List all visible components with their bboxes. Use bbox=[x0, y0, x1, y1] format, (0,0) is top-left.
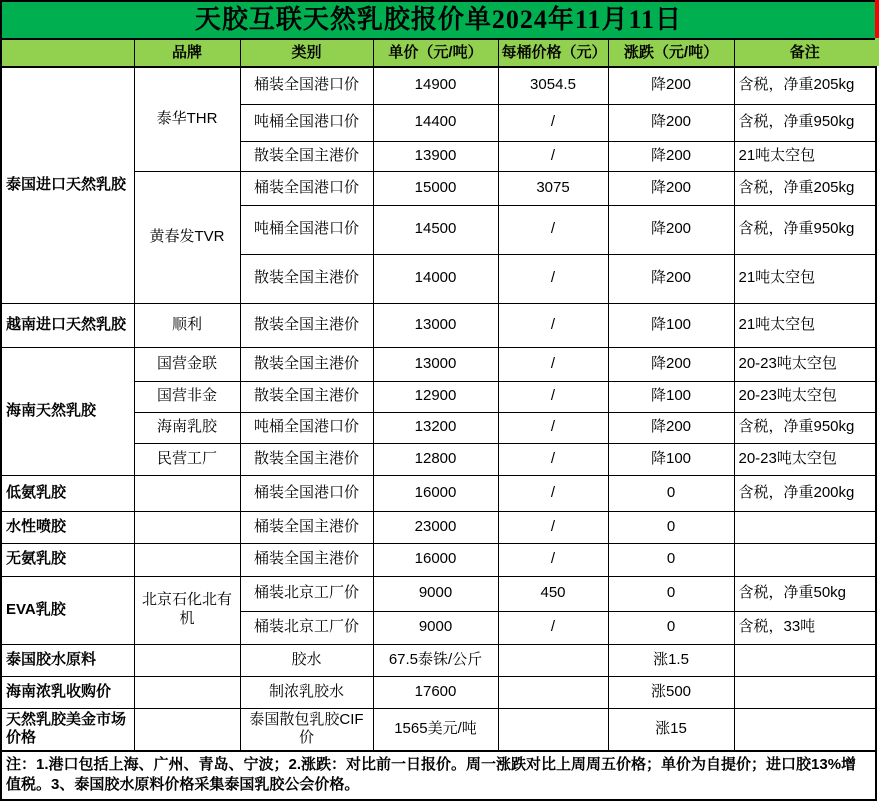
price-cell: 23000 bbox=[373, 511, 498, 543]
footnote-row bbox=[1, 751, 876, 800]
category-cell-vietnam: 越南进口天然乳胶 bbox=[1, 303, 134, 347]
barrel-cell: / bbox=[498, 611, 608, 644]
brand-cell bbox=[134, 543, 240, 576]
change-cell: 0 bbox=[608, 576, 734, 611]
type-cell: 胶水 bbox=[240, 644, 373, 676]
change-cell: 降200 bbox=[608, 67, 734, 104]
price-cell: 16000 bbox=[373, 543, 498, 576]
change-cell: 降100 bbox=[608, 381, 734, 412]
change-cell: 0 bbox=[608, 543, 734, 576]
table-row bbox=[1, 67, 876, 104]
category-cell-eva: EVA乳胶 bbox=[1, 576, 134, 644]
price-cell: 12900 bbox=[373, 381, 498, 412]
remark-cell: 含税，净重200kg bbox=[734, 475, 876, 511]
category-cell-water-spray: 水性喷胶 bbox=[1, 511, 134, 543]
price-cell: 14900 bbox=[373, 67, 498, 104]
remark-cell: 20-23吨太空包 bbox=[734, 347, 876, 381]
remark-cell: 21吨太空包 bbox=[734, 254, 876, 303]
footnote-text: 注：1.港口包括上海、广州、青岛、宁波；2.涨跌：对比前一日报价。周一涨跌对比上周周五价格；单价为自提价；进口胶13%增值税。3、泰国胶水原料价格采集泰国乳胶公会价格。 bbox=[1, 751, 876, 800]
remark-cell: 含税，净重205kg bbox=[734, 171, 876, 205]
type-cell: 桶装全国港口价 bbox=[240, 67, 373, 104]
category-cell-hainan-purchase: 海南浓乳收购价 bbox=[1, 676, 134, 708]
price-cell: 13200 bbox=[373, 412, 498, 443]
type-cell: 吨桶全国港口价 bbox=[240, 205, 373, 254]
type-cell: 散装全国主港价 bbox=[240, 443, 373, 475]
barrel-cell: / bbox=[498, 104, 608, 141]
remark-cell: 含税，净重50kg bbox=[734, 576, 876, 611]
header-change: 涨跌（元/吨） bbox=[608, 39, 734, 67]
remark-cell bbox=[734, 644, 876, 676]
brand-cell bbox=[134, 475, 240, 511]
price-cell: 13000 bbox=[373, 347, 498, 381]
change-cell: 降200 bbox=[608, 171, 734, 205]
change-cell: 涨500 bbox=[608, 676, 734, 708]
red-corner-marker bbox=[875, 0, 879, 38]
table-row bbox=[1, 644, 876, 676]
barrel-cell: / bbox=[498, 412, 608, 443]
type-cell: 散装全国主港价 bbox=[240, 347, 373, 381]
barrel-cell: 450 bbox=[498, 576, 608, 611]
remark-cell bbox=[734, 708, 876, 751]
change-cell: 涨15 bbox=[608, 708, 734, 751]
price-cell: 1565美元/吨 bbox=[373, 708, 498, 751]
table-row bbox=[1, 576, 876, 611]
barrel-cell: / bbox=[498, 443, 608, 475]
green-corner-marker bbox=[875, 38, 879, 66]
category-cell-low-ammonia: 低氨乳胶 bbox=[1, 475, 134, 511]
header-type: 类别 bbox=[240, 39, 373, 67]
barrel-cell bbox=[498, 644, 608, 676]
price-cell: 15000 bbox=[373, 171, 498, 205]
remark-cell: 20-23吨太空包 bbox=[734, 443, 876, 475]
category-cell-thailand: 泰国进口天然乳胶 bbox=[1, 67, 134, 303]
header-empty bbox=[1, 39, 134, 67]
brand-cell-huangchunfa: 黄春发TVR bbox=[134, 171, 240, 303]
brand-cell: 国营非金 bbox=[134, 381, 240, 412]
table-row bbox=[1, 475, 876, 511]
brand-cell: 海南乳胶 bbox=[134, 412, 240, 443]
type-cell: 吨桶全国港口价 bbox=[240, 412, 373, 443]
type-cell: 桶装全国主港价 bbox=[240, 543, 373, 576]
price-cell: 14400 bbox=[373, 104, 498, 141]
change-cell: 降200 bbox=[608, 254, 734, 303]
title-row bbox=[1, 1, 876, 39]
remark-cell: 含税，净重950kg bbox=[734, 412, 876, 443]
change-cell: 降200 bbox=[608, 412, 734, 443]
remark-cell: 21吨太空包 bbox=[734, 141, 876, 171]
change-cell: 降100 bbox=[608, 303, 734, 347]
change-cell: 降200 bbox=[608, 347, 734, 381]
barrel-cell: / bbox=[498, 205, 608, 254]
column-header-row bbox=[1, 39, 876, 67]
type-cell: 散装全国主港价 bbox=[240, 381, 373, 412]
price-cell: 9000 bbox=[373, 576, 498, 611]
change-cell: 降100 bbox=[608, 443, 734, 475]
type-cell: 泰国散包乳胶CIF价 bbox=[240, 708, 373, 751]
price-cell: 67.5泰铢/公斤 bbox=[373, 644, 498, 676]
table-row bbox=[1, 303, 876, 347]
barrel-cell: 3075 bbox=[498, 171, 608, 205]
change-cell: 0 bbox=[608, 475, 734, 511]
change-cell: 0 bbox=[608, 511, 734, 543]
price-cell: 12800 bbox=[373, 443, 498, 475]
category-cell-usd-market: 天然乳胶美金市场价格 bbox=[1, 708, 134, 751]
type-cell: 吨桶全国港口价 bbox=[240, 104, 373, 141]
barrel-cell bbox=[498, 708, 608, 751]
brand-cell-taihua: 泰华THR bbox=[134, 67, 240, 171]
change-cell: 降200 bbox=[608, 205, 734, 254]
brand-cell: 民营工厂 bbox=[134, 443, 240, 475]
barrel-cell: / bbox=[498, 303, 608, 347]
page-title: 天胶互联天然乳胶报价单2024年11月11日 bbox=[1, 1, 876, 39]
remark-cell: 含税，净重950kg bbox=[734, 205, 876, 254]
brand-cell bbox=[134, 708, 240, 751]
remark-cell: 20-23吨太空包 bbox=[734, 381, 876, 412]
barrel-cell: / bbox=[498, 543, 608, 576]
barrel-cell: / bbox=[498, 511, 608, 543]
price-cell: 14000 bbox=[373, 254, 498, 303]
remark-cell: 含税，33吨 bbox=[734, 611, 876, 644]
brand-cell: 国营金联 bbox=[134, 347, 240, 381]
category-cell-no-ammonia: 无氨乳胶 bbox=[1, 543, 134, 576]
price-cell: 9000 bbox=[373, 611, 498, 644]
remark-cell: 含税，净重205kg bbox=[734, 67, 876, 104]
type-cell: 桶装北京工厂价 bbox=[240, 611, 373, 644]
barrel-cell: 3054.5 bbox=[498, 67, 608, 104]
price-cell: 13900 bbox=[373, 141, 498, 171]
type-cell: 散装全国主港价 bbox=[240, 303, 373, 347]
brand-cell bbox=[134, 644, 240, 676]
header-brand: 品牌 bbox=[134, 39, 240, 67]
price-cell: 17600 bbox=[373, 676, 498, 708]
type-cell: 桶装北京工厂价 bbox=[240, 576, 373, 611]
type-cell: 桶装全国主港价 bbox=[240, 511, 373, 543]
barrel-cell bbox=[498, 676, 608, 708]
change-cell: 涨1.5 bbox=[608, 644, 734, 676]
barrel-cell: / bbox=[498, 381, 608, 412]
brand-cell bbox=[134, 676, 240, 708]
brand-cell-beijing: 北京石化北有机 bbox=[134, 576, 240, 644]
header-price: 单价（元/吨） bbox=[373, 39, 498, 67]
header-remark: 备注 bbox=[734, 39, 876, 67]
price-cell: 14500 bbox=[373, 205, 498, 254]
header-barrel: 每桶价格（元） bbox=[498, 39, 608, 67]
remark-cell: 含税，净重950kg bbox=[734, 104, 876, 141]
barrel-cell: / bbox=[498, 347, 608, 381]
price-cell: 13000 bbox=[373, 303, 498, 347]
type-cell: 散装全国主港价 bbox=[240, 141, 373, 171]
table-row bbox=[1, 511, 876, 543]
remark-cell: 21吨太空包 bbox=[734, 303, 876, 347]
table-row bbox=[1, 708, 876, 751]
table-row bbox=[1, 676, 876, 708]
change-cell: 降200 bbox=[608, 104, 734, 141]
brand-cell: 顺利 bbox=[134, 303, 240, 347]
table-row bbox=[1, 543, 876, 576]
barrel-cell: / bbox=[498, 475, 608, 511]
remark-cell bbox=[734, 676, 876, 708]
change-cell: 0 bbox=[608, 611, 734, 644]
brand-cell bbox=[134, 511, 240, 543]
change-cell: 降200 bbox=[608, 141, 734, 171]
category-cell-hainan: 海南天然乳胶 bbox=[1, 347, 134, 475]
barrel-cell: / bbox=[498, 141, 608, 171]
type-cell: 桶装全国港口价 bbox=[240, 171, 373, 205]
category-cell-thai-glue: 泰国胶水原料 bbox=[1, 644, 134, 676]
remark-cell bbox=[734, 543, 876, 576]
type-cell: 制浓乳胶水 bbox=[240, 676, 373, 708]
table-row bbox=[1, 347, 876, 381]
type-cell: 散装全国主港价 bbox=[240, 254, 373, 303]
type-cell: 桶装全国港口价 bbox=[240, 475, 373, 511]
price-cell: 16000 bbox=[373, 475, 498, 511]
barrel-cell: / bbox=[498, 254, 608, 303]
remark-cell bbox=[734, 511, 876, 543]
